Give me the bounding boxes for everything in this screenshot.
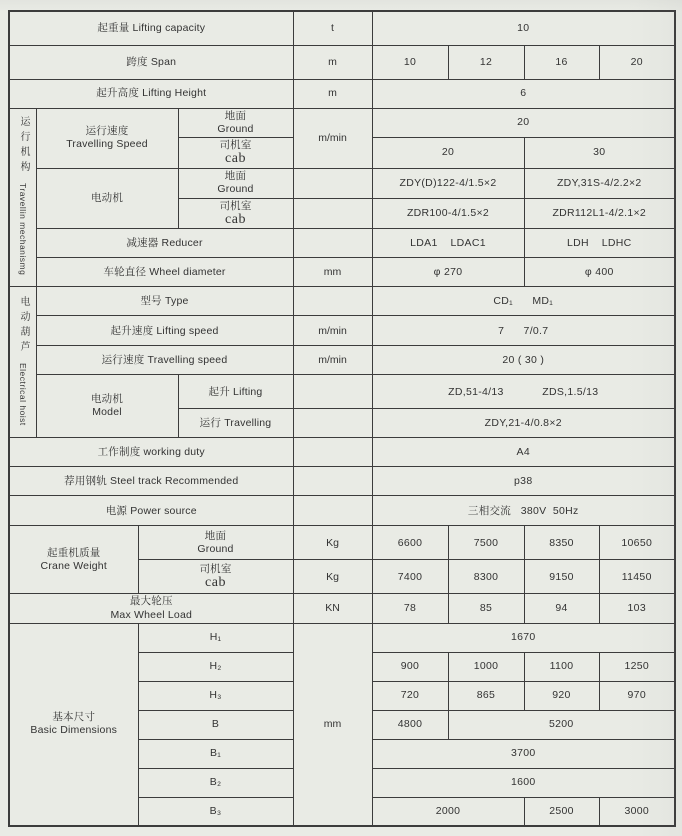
label-travel-motor-cab-line-0: 司机室 bbox=[219, 199, 252, 212]
section-electrical-hoist-text bbox=[18, 296, 29, 426]
value-h3-2: 865 bbox=[448, 681, 524, 710]
unit-lifting-height: m bbox=[293, 79, 372, 108]
label-hoist-travelling-speed: 运行速度 Travelling speed bbox=[36, 346, 293, 375]
label-crane-weight-ground-line-1: Ground bbox=[197, 542, 234, 555]
table-row bbox=[9, 438, 675, 467]
section-travelling-mechanism-zh: 运行机构 bbox=[18, 115, 29, 176]
label-lifting-height: 起升高度 Lifting Height bbox=[9, 79, 293, 108]
label-hoist-motor-model-line-0: 电动机 bbox=[90, 393, 124, 406]
value-lifting-speed: 7 7/0.7 bbox=[372, 316, 675, 346]
label-travelling-speed-ground-line-0: 地面 bbox=[224, 109, 247, 122]
section-electrical-hoist-zh: 电动葫芦 bbox=[18, 295, 29, 356]
label-hoist-type: 型号 Type bbox=[36, 287, 293, 316]
unit-working-duty bbox=[293, 438, 372, 467]
value-hoist-type: CD₁ MD₁ bbox=[372, 287, 675, 316]
value-h3-1: 720 bbox=[372, 681, 448, 710]
label-travel-motor-ground-line-1: Ground bbox=[217, 183, 254, 196]
unit-travel-motor-cab bbox=[293, 198, 372, 229]
table-row bbox=[9, 526, 675, 560]
label-power-source: 电源 Power source bbox=[9, 496, 293, 526]
value-wheel-diameter-2: φ 400 bbox=[524, 258, 675, 287]
value-travel-motor-cab-2: ZDR112L1-4/2.1×2 bbox=[524, 198, 675, 229]
value-power-source: 三相交流 380V 50Hz bbox=[372, 496, 675, 526]
label-travelling-speed-ground-line-1: Ground bbox=[217, 122, 254, 135]
value-span-4: 20 bbox=[599, 45, 675, 79]
unit-steel-track bbox=[293, 467, 372, 496]
label-travelling-speed bbox=[36, 108, 178, 168]
value-lifting-capacity: 10 bbox=[372, 11, 675, 45]
value-wheel-diameter-1: φ 270 bbox=[372, 258, 524, 287]
label-crane-weight-ground bbox=[138, 526, 293, 560]
label-max-wheel-load bbox=[9, 594, 293, 623]
label-wheel-diameter: 车轮直径 Wheel diameter bbox=[36, 258, 293, 287]
label-hoist-motor-model-line-1: Model bbox=[92, 406, 122, 419]
value-crane-weight-cab-2: 8300 bbox=[448, 560, 524, 594]
label-travel-motor: 电动机 bbox=[36, 168, 178, 229]
label-travel-motor-ground-line-0: 地面 bbox=[224, 169, 247, 182]
value-working-duty: A4 bbox=[372, 438, 675, 467]
label-max-wheel-load-line-1: Max Wheel Load bbox=[110, 608, 193, 621]
label-travelling-speed-cab-line-1: cab bbox=[225, 150, 246, 166]
value-b3-2: 2500 bbox=[524, 797, 599, 826]
value-span-2: 12 bbox=[448, 45, 524, 79]
section-travelling-mechanism bbox=[9, 108, 36, 287]
label-dim-b: B bbox=[138, 710, 293, 739]
table-row bbox=[9, 168, 675, 198]
table-row bbox=[9, 287, 675, 316]
section-travelling-mechanism-en: Travellin mechanismg bbox=[18, 182, 28, 276]
table-row bbox=[9, 108, 675, 137]
value-h2-1: 900 bbox=[372, 652, 448, 681]
value-hoist-travelling-speed: 20 ( 30 ) bbox=[372, 346, 675, 375]
value-crane-weight-cab-1: 7400 bbox=[372, 560, 448, 594]
unit-hoist-type bbox=[293, 287, 372, 316]
label-crane-weight-ground-line-0: 地面 bbox=[204, 529, 227, 542]
label-crane-weight-cab-line-0: 司机室 bbox=[199, 562, 232, 575]
unit-wheel-diameter: mm bbox=[293, 258, 372, 287]
value-travel-motor-ground-2: ZDY,31S-4/2.2×2 bbox=[524, 168, 675, 198]
table-row bbox=[9, 346, 675, 375]
value-b3-3: 3000 bbox=[599, 797, 675, 826]
value-crane-weight-ground-4: 10650 bbox=[599, 526, 675, 560]
value-max-wheel-load-1: 78 bbox=[372, 594, 448, 623]
table-row bbox=[9, 594, 675, 623]
value-hoist-motor-travelling: ZDY,21-4/0.8×2 bbox=[372, 409, 675, 438]
label-reducer: 减速器 Reducer bbox=[36, 229, 293, 258]
value-crane-weight-ground-3: 8350 bbox=[524, 526, 599, 560]
value-b1: 3700 bbox=[372, 739, 675, 768]
unit-hoist-motor-travelling bbox=[293, 409, 372, 438]
label-span: 跨度 Span bbox=[9, 45, 293, 79]
unit-crane-weight-ground: Kg bbox=[293, 526, 372, 560]
table-row bbox=[9, 623, 675, 652]
section-electrical-hoist-en: Electrical hoist bbox=[18, 362, 28, 426]
value-b2: 1600 bbox=[372, 768, 675, 797]
label-dim-h1: H₁ bbox=[138, 623, 293, 652]
unit-lifting-capacity: t bbox=[293, 11, 372, 45]
label-dim-b1: B₁ bbox=[138, 739, 293, 768]
value-travelling-speed-ground: 20 bbox=[372, 108, 675, 137]
unit-power-source bbox=[293, 496, 372, 526]
label-dim-h3: H₃ bbox=[138, 681, 293, 710]
label-travelling-speed-ground bbox=[178, 108, 293, 137]
unit-travelling-speed: m/min bbox=[293, 108, 372, 168]
value-steel-track: p38 bbox=[372, 467, 675, 496]
label-crane-weight-line-1: Crane Weight bbox=[40, 559, 107, 572]
value-max-wheel-load-2: 85 bbox=[448, 594, 524, 623]
value-h2-4: 1250 bbox=[599, 652, 675, 681]
label-hoist-motor-travelling: 运行 Travelling bbox=[178, 409, 293, 438]
value-h2-2: 1000 bbox=[448, 652, 524, 681]
value-b-2: 5200 bbox=[448, 710, 675, 739]
unit-max-wheel-load: KN bbox=[293, 594, 372, 623]
label-basic-dimensions-line-0: 基本尺寸 bbox=[52, 711, 96, 724]
table-row bbox=[9, 467, 675, 496]
label-basic-dimensions bbox=[9, 623, 138, 826]
label-crane-weight-line-0: 起重机质量 bbox=[47, 546, 101, 559]
value-hoist-motor-lifting: ZD,51-4/13 ZDS,1.5/13 bbox=[372, 375, 675, 409]
table-row bbox=[9, 496, 675, 526]
unit-crane-weight-cab: Kg bbox=[293, 560, 372, 594]
table-row bbox=[9, 229, 675, 258]
table-row bbox=[9, 11, 675, 45]
label-basic-dimensions-line-1: Basic Dimensions bbox=[30, 724, 118, 737]
spec-table bbox=[8, 10, 676, 827]
label-dim-b2: B₂ bbox=[138, 768, 293, 797]
table-row bbox=[9, 375, 675, 409]
label-hoist-motor-model bbox=[36, 375, 178, 438]
label-steel-track: 荐用钢轨 Steel track Recommended bbox=[9, 467, 293, 496]
section-electrical-hoist bbox=[9, 287, 36, 438]
label-dim-h2: H₂ bbox=[138, 652, 293, 681]
value-b3-1: 2000 bbox=[372, 797, 524, 826]
label-travel-motor-cab bbox=[178, 198, 293, 229]
label-travelling-speed-cab-line-0: 司机室 bbox=[219, 138, 252, 151]
value-travel-motor-cab-1: ZDR100-4/1.5×2 bbox=[372, 198, 524, 229]
section-travelling-mechanism-text bbox=[18, 116, 29, 275]
value-max-wheel-load-3: 94 bbox=[524, 594, 599, 623]
value-crane-weight-ground-2: 7500 bbox=[448, 526, 524, 560]
label-travelling-speed-line-1: Travelling Speed bbox=[66, 138, 148, 151]
label-lifting-capacity: 起重量 Lifting capacity bbox=[9, 11, 293, 45]
unit-hoist-motor-lifting bbox=[293, 375, 372, 409]
value-h3-4: 970 bbox=[599, 681, 675, 710]
label-travel-motor-ground bbox=[178, 168, 293, 198]
value-travel-motor-ground-1: ZDY(D)122-4/1.5×2 bbox=[372, 168, 524, 198]
unit-basic-dimensions: mm bbox=[293, 623, 372, 826]
label-travelling-speed-cab bbox=[178, 137, 293, 168]
label-max-wheel-load-line-0: 最大轮压 bbox=[129, 595, 173, 608]
value-crane-weight-cab-4: 11450 bbox=[599, 560, 675, 594]
value-reducer-1: LDA1 LDAC1 bbox=[372, 229, 524, 258]
label-travelling-speed-line-0: 运行速度 bbox=[85, 124, 129, 137]
label-hoist-motor-lifting: 起升 Lifting bbox=[178, 375, 293, 409]
label-dim-b3: B₃ bbox=[138, 797, 293, 826]
value-reducer-2: LDH LDHC bbox=[524, 229, 675, 258]
label-crane-weight-cab bbox=[138, 560, 293, 594]
value-h1: 1670 bbox=[372, 623, 675, 652]
unit-span: m bbox=[293, 45, 372, 79]
label-crane-weight-cab-line-1: cab bbox=[205, 575, 226, 591]
value-lifting-height: 6 bbox=[372, 79, 675, 108]
table-row bbox=[9, 45, 675, 79]
value-b-1: 4800 bbox=[372, 710, 448, 739]
table-row bbox=[9, 258, 675, 287]
label-lifting-speed: 起升速度 Lifting speed bbox=[36, 316, 293, 346]
table-row bbox=[9, 79, 675, 108]
spec-table-body bbox=[9, 11, 675, 826]
unit-travel-motor-ground bbox=[293, 168, 372, 198]
unit-lifting-speed: m/min bbox=[293, 316, 372, 346]
value-crane-weight-ground-1: 6600 bbox=[372, 526, 448, 560]
unit-hoist-travelling-speed: m/min bbox=[293, 346, 372, 375]
value-span-3: 16 bbox=[524, 45, 599, 79]
table-row bbox=[9, 316, 675, 346]
value-travelling-speed-cab-2: 30 bbox=[524, 137, 675, 168]
value-max-wheel-load-4: 103 bbox=[599, 594, 675, 623]
value-h3-3: 920 bbox=[524, 681, 599, 710]
label-travel-motor-cab-line-1: cab bbox=[225, 211, 246, 227]
label-crane-weight bbox=[9, 526, 138, 594]
value-span-1: 10 bbox=[372, 45, 448, 79]
value-travelling-speed-cab-1: 20 bbox=[372, 137, 524, 168]
unit-reducer bbox=[293, 229, 372, 258]
value-h2-3: 1100 bbox=[524, 652, 599, 681]
value-crane-weight-cab-3: 9150 bbox=[524, 560, 599, 594]
label-working-duty: 工作制度 working duty bbox=[9, 438, 293, 467]
